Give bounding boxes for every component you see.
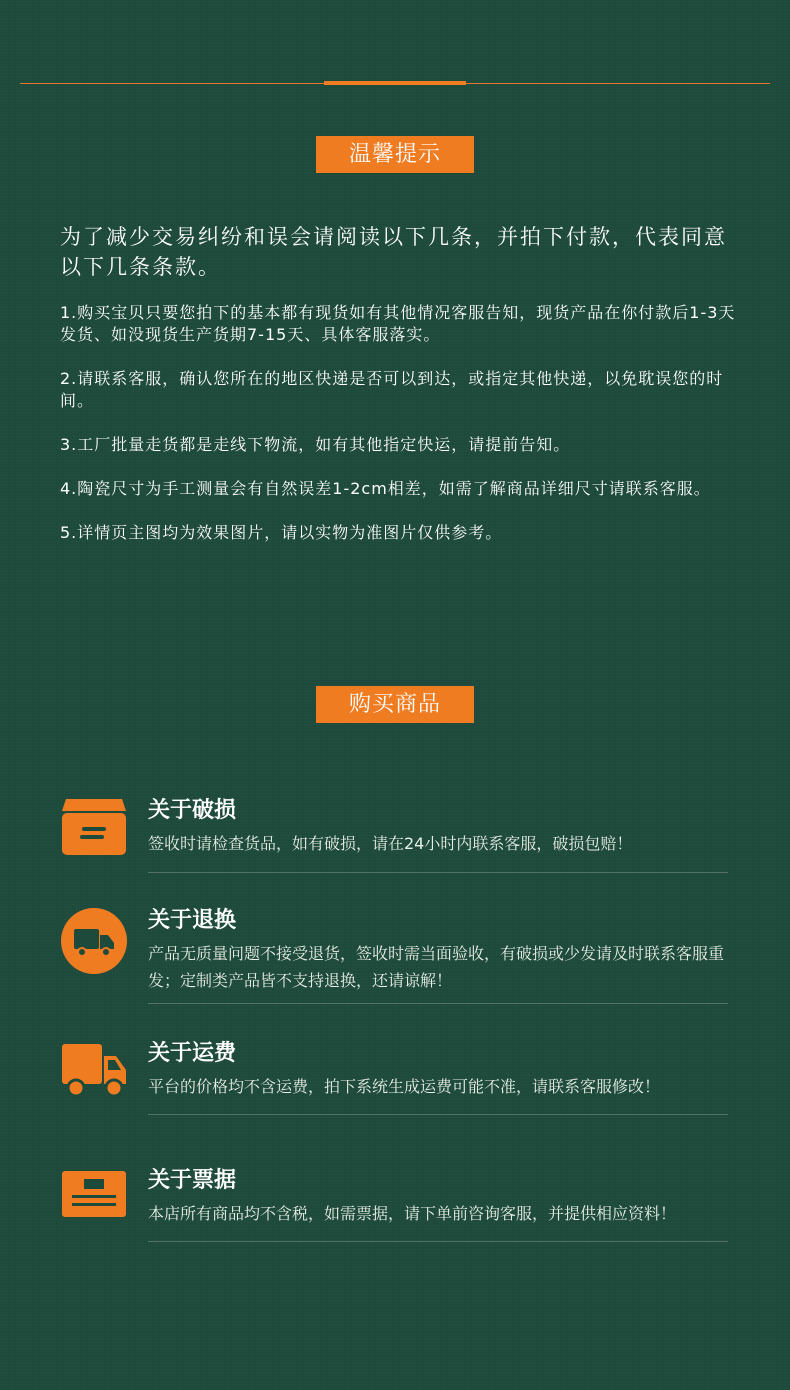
item-title: 关于破损: [148, 798, 237, 823]
item-separator: [148, 1003, 728, 1004]
rule-item: 5.详情页主图均为效果图片，请以实物为准图片仅供参考。: [60, 523, 503, 542]
item-separator: [148, 872, 728, 873]
purchase-section-tag: 购买商品: [316, 686, 474, 723]
rule-item: 4.陶瓷尺寸为手工测量会有自然误差1-2cm相差，如需了解商品详细尺寸请联系客服。: [60, 479, 711, 498]
item-desc: 签收时请检查货品，如有破损，请在24小时内联系客服，破损包赔！: [148, 834, 633, 853]
top-divider-accent: [324, 81, 466, 85]
item-title: 关于运费: [148, 1041, 237, 1066]
tip-section-tag: 温馨提示: [316, 136, 474, 173]
rule-item: 3.工厂批量走货都是走线下物流，如有其他指定快运，请提前告知。: [60, 435, 571, 454]
receipt-icon: [60, 1167, 128, 1227]
item-desc: 产品无质量问题不接受退货，签收时需当面验收，有破损或少发请及时联系客服重发；定制类产品皆不支持退换，还请谅解！: [148, 944, 725, 990]
rule-item: 1.购买宝贝只要您拍下的基本都有现货如有其他情况客服告知，现货产品在你付款后1-3天发货、如没现货生产货期7-15天、具体客服落实。: [60, 303, 736, 344]
item-desc: 本店所有商品均不含税，如需票据，请下单前咨询客服，并提供相应资料！: [148, 1204, 677, 1223]
truck-icon: [60, 1040, 128, 1100]
rule-item: 2.请联系客服，确认您所在的地区快递是否可以到达，或指定其他快递，以免耽误您的时间。: [60, 369, 724, 410]
item-separator: [148, 1114, 728, 1115]
item-title: 关于退换: [148, 908, 237, 933]
item-separator: [148, 1241, 728, 1242]
truck-circle-icon: [60, 907, 128, 975]
box-icon: [60, 797, 128, 857]
item-desc: 平台的价格均不含运费，拍下系统生成运费可能不准，请联系客服修改！: [148, 1077, 661, 1096]
rules-list: [60, 302, 740, 566]
intro-text: 为了减少交易纠纷和误会请阅读以下几条，并拍下付款，代表同意以下几条条款。: [60, 225, 727, 279]
item-title: 关于票据: [148, 1168, 237, 1193]
